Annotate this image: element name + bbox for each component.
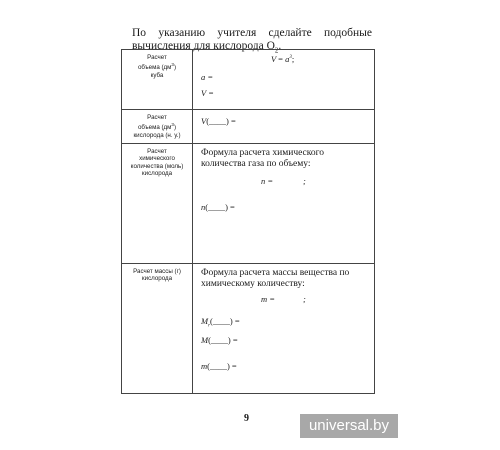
- formula-cube-volume: $V = a^3$;: [271, 54, 295, 64]
- semicolon-m: ;: [303, 294, 306, 304]
- table-row-oxygen-volume: [122, 110, 375, 144]
- row-label-oxygen-mass: Расчет массы (г) кислорода: [122, 264, 193, 394]
- table-row-cube-volume: [122, 50, 375, 110]
- row-label-oxygen-amount: Расчет химического количества (моль) кислорода: [122, 144, 193, 264]
- formula-mr: $M_r(\_\_\_\_)$ =: [201, 316, 240, 329]
- formula-m: m =: [261, 294, 275, 304]
- row-content-oxygen-mass: [193, 264, 375, 394]
- page-number: 9: [244, 413, 249, 424]
- intro-text: По указанию учителя сделайте подобные вычисления для кислорода $O_2$.: [132, 27, 372, 55]
- row-content-oxygen-amount: [193, 144, 375, 264]
- row-content-oxygen-volume: [193, 110, 375, 144]
- watermark-logo: universal.by: [300, 414, 398, 438]
- heading-amount-formula: Формула расчета химического количества газа по объему:: [201, 148, 325, 169]
- row-content-cube-volume: [193, 50, 375, 110]
- formula-molar-mass: M(____) =: [201, 335, 238, 345]
- table-row-oxygen-amount: [122, 144, 375, 264]
- semicolon-n: ;: [303, 176, 306, 186]
- row-label-cube-volume: Расчет объема $(дм^3)$ куба: [122, 50, 193, 110]
- row-label-oxygen-volume: Расчет объема $(дм^3)$ кислорода (н. у.): [122, 110, 193, 144]
- heading-mass-formula: Формула расчета массы вещества по химическому количеству:: [201, 268, 350, 289]
- formula-v: V =: [201, 88, 214, 98]
- formula-n-oxygen: n(____) =: [201, 202, 235, 212]
- worksheet-table: [121, 49, 375, 394]
- formula-a: a =: [201, 72, 214, 82]
- table-row-oxygen-mass: [122, 264, 375, 394]
- formula-oxygen-volume: V(____) =: [201, 116, 236, 126]
- formula-n: n =: [261, 176, 274, 186]
- formula-mass-oxygen: m(____) =: [201, 361, 237, 371]
